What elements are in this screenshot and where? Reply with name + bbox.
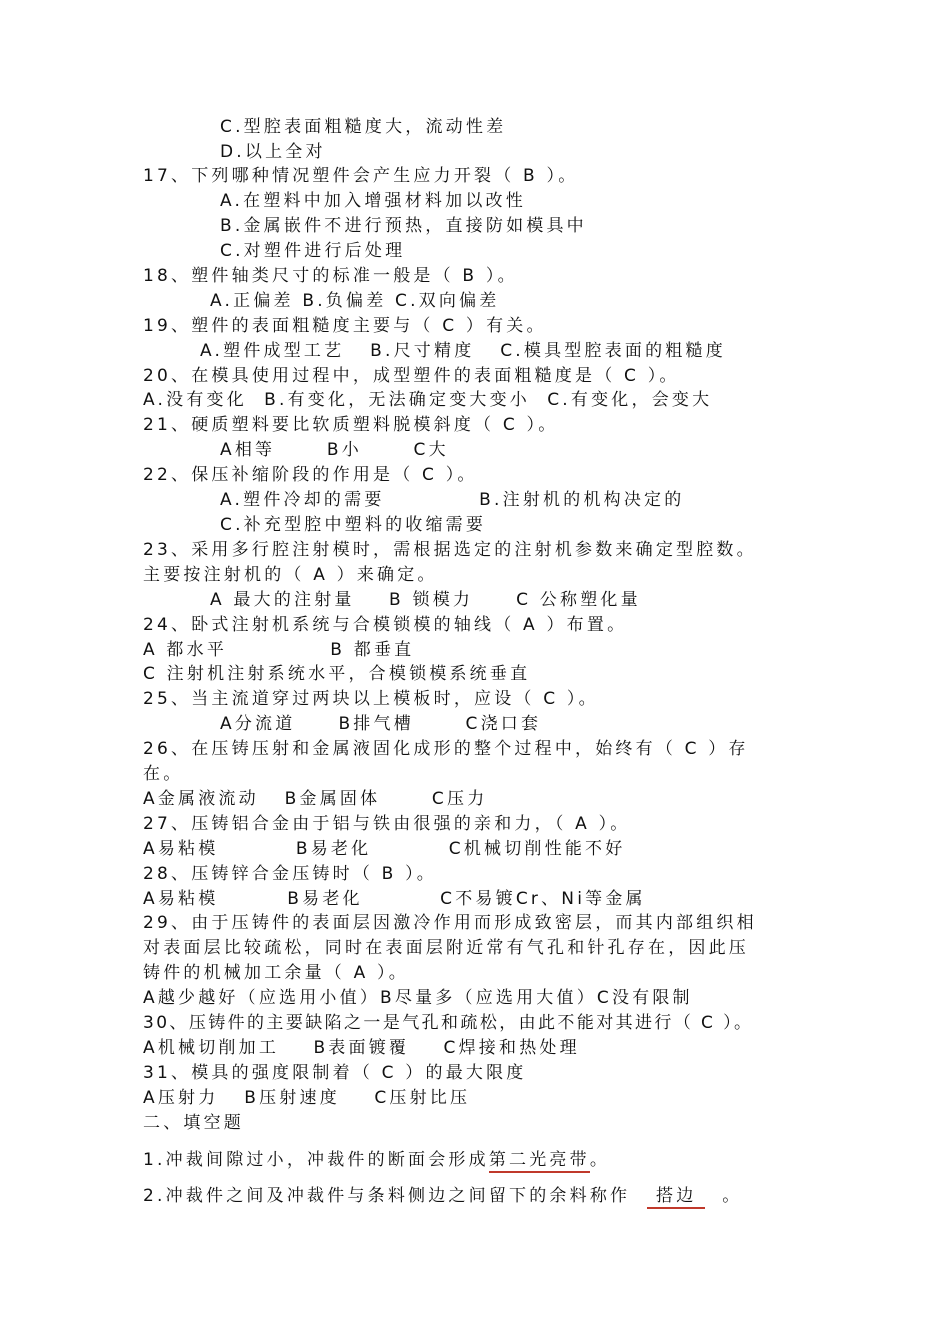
fill-answer: 第二光亮带 [489, 1150, 590, 1173]
option-line: A分流道 B排气槽 C浇口套 [220, 714, 542, 734]
question-23: 23、采用多行腔注射模时，需根据选定的注射机参数来确定型腔数。 [143, 540, 757, 560]
option-line: A.塑件冷却的需要 B.注射机的机构决定的 [220, 490, 685, 510]
option-line: C.补充型腔中塑料的收缩需要 [220, 515, 487, 535]
option-line: A 都水平 B 都垂直 [143, 640, 415, 660]
question-24: 24、卧式注射机系统与合模锁模的轴线（ A ）布置。 [143, 615, 628, 635]
question-22: 22、保压补缩阶段的作用是（ C ）。 [143, 465, 478, 485]
option-line: A.在塑料中加入增强材料加以改性 [220, 191, 526, 211]
option-line: A越少越好（应选用小值）B尽量多（应选用大值）C没有限制 [143, 988, 693, 1008]
question-28: 28、压铸锌合金压铸时（ B ）。 [143, 864, 438, 884]
question-25: 25、当主流道穿过两块以上模板时，应设（ C ）。 [143, 689, 599, 709]
option-line: A易粘模 B易老化 C机械切削性能不好 [143, 839, 626, 859]
question-31: 31、模具的强度限制着（ C ）的最大限度 [143, 1063, 527, 1083]
option-line: A金属液流动 B金属固体 C压力 [143, 789, 488, 809]
question-27: 27、压铸铝合金由于铝与铁由很强的亲和力，（ A ）。 [143, 814, 631, 834]
option-line: C 注射机注射系统水平，合模锁模系统垂直 [143, 664, 531, 684]
option-line: A机械切削加工 B表面镀覆 C焊接和热处理 [143, 1038, 580, 1058]
fill-text: 。 [589, 1150, 611, 1170]
option-line: A.没有变化 B.有变化，无法确定变大变小 C.有变化，会变大 [143, 390, 713, 410]
question-30: 30、压铸件的主要缺陷之一是气孔和疏松，由此不能对其进行（ C ）。 [143, 1013, 754, 1033]
fill-text: 2.冲裁件之间及冲裁件与条料侧边之间留下的余料称作 [143, 1186, 648, 1206]
option-line: A.塑件成型工艺 B.尺寸精度 C.模具型腔表面的粗糙度 [200, 341, 726, 361]
fill-text: 1.冲裁间隙过小，冲裁件的断面会形成 [143, 1150, 489, 1170]
question-18: 18、塑件轴类尺寸的标准一般是（ B ）。 [143, 266, 518, 286]
text-line: D.以上全对 [220, 142, 326, 162]
question-19: 19、塑件的表面粗糙度主要与（ C ）有关。 [143, 316, 547, 336]
option-line: A 最大的注射量 B 锁模力 C 公称塑化量 [210, 590, 641, 610]
fill-text: 。 [705, 1186, 743, 1206]
fill-blank-2 [143, 1184, 742, 1208]
section-heading: 二、填空题 [143, 1113, 244, 1133]
question-17: 17、下列哪种情况塑件会产生应力开裂（ B ）。 [143, 166, 579, 186]
option-line: C.对塑件进行后处理 [220, 241, 406, 261]
question-26: 26、在压铸压射和金属液固化成形的整个过程中，始终有（ C ）存 [143, 739, 749, 759]
question-21: 21、硬质塑料要比软质塑料脱模斜度（ C ）。 [143, 415, 559, 435]
fill-answer: 搭边 [647, 1186, 705, 1209]
text-line: 主要按注射机的（ A ）来确定。 [143, 565, 438, 585]
text-line: 在。 [143, 764, 184, 784]
option-line: B.金属嵌件不进行预热，直接防如模具中 [220, 216, 587, 236]
option-line: A.正偏差 B.负偏差 C.双向偏差 [210, 291, 500, 311]
text-line: C.型腔表面粗糙度大，流动性差 [220, 117, 507, 137]
question-29: 29、由于压铸件的表面层因激冷作用而形成致密层，而其内部组织相 [143, 913, 757, 933]
fill-blank-1 [143, 1148, 610, 1172]
text-line: 铸件的机械加工余量（ A ）。 [143, 963, 409, 983]
question-20: 20、在模具使用过程中，成型塑件的表面粗糙度是（ C ）。 [143, 366, 680, 386]
option-line: A相等 B小 C大 [220, 440, 449, 460]
option-line: A易粘模 B易老化 C不易镀Cr、Ni等金属 [143, 889, 646, 909]
text-line: 对表面层比较疏松，同时在表面层附近常有气孔和针孔存在，因此压 [143, 938, 749, 958]
option-line: A压射力 B压射速度 C压射比压 [143, 1088, 471, 1108]
